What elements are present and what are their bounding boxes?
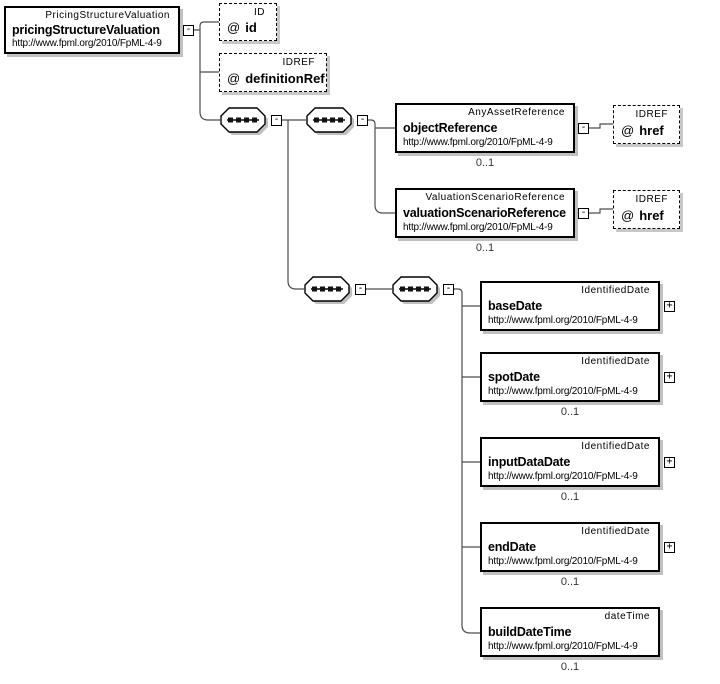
cardinality-label: 0..1 xyxy=(475,157,495,169)
element-name: objectReference xyxy=(403,121,498,135)
element-type-label: IdentifiedDate xyxy=(581,356,650,367)
cardinality-label: 0..1 xyxy=(560,576,580,588)
element-box-spotDate[interactable] xyxy=(480,352,660,402)
cardinality-label: 0..1 xyxy=(560,491,580,503)
collapse-toggle-icon[interactable]: - xyxy=(578,123,589,134)
cardinality-label: 0..1 xyxy=(560,661,580,673)
attribute-type-label: ID xyxy=(254,7,265,18)
element-box-endDate[interactable] xyxy=(480,522,660,572)
attribute-box-id[interactable] xyxy=(219,3,277,41)
attribute-name: @ href xyxy=(621,208,664,223)
collapse-toggle-icon[interactable]: - xyxy=(271,115,282,126)
attribute-box-href[interactable] xyxy=(613,105,680,144)
sequence-compositor-icon[interactable] xyxy=(392,276,444,308)
element-type-label: dateTime xyxy=(604,611,650,622)
element-namespace: http://www.fpml.org/2010/FpML-4-9 xyxy=(488,386,638,397)
element-type-label: IdentifiedDate xyxy=(581,526,650,537)
collapse-toggle-icon[interactable]: - xyxy=(443,284,454,295)
collapse-toggle-icon[interactable]: - xyxy=(357,115,368,126)
element-namespace: http://www.fpml.org/2010/FpML-4-9 xyxy=(403,222,553,233)
element-box-baseDate[interactable] xyxy=(480,281,660,331)
attribute-name: @ definitionRef xyxy=(227,71,325,86)
at-sign: @ xyxy=(621,123,635,138)
element-namespace: http://www.fpml.org/2010/FpML-4-9 xyxy=(12,38,162,49)
cardinality-label: 0..1 xyxy=(475,242,495,254)
element-namespace: http://www.fpml.org/2010/FpML-4-9 xyxy=(488,556,638,567)
attribute-name: @ href xyxy=(621,123,664,138)
at-sign: @ xyxy=(227,71,241,86)
element-namespace: http://www.fpml.org/2010/FpML-4-9 xyxy=(488,641,638,652)
element-type-label: PricingStructureValuation xyxy=(45,10,170,21)
element-name: spotDate xyxy=(488,370,540,384)
collapse-toggle-icon[interactable]: - xyxy=(578,208,589,219)
sequence-compositor-icon[interactable] xyxy=(306,107,358,139)
element-name: buildDateTime xyxy=(488,625,572,639)
element-type-label: AnyAssetReference xyxy=(468,107,565,118)
expand-toggle-icon[interactable]: + xyxy=(664,542,675,553)
element-namespace: http://www.fpml.org/2010/FpML-4-9 xyxy=(488,315,638,326)
element-name: baseDate xyxy=(488,299,542,313)
element-box-buildDateTime[interactable] xyxy=(480,607,660,657)
attribute-type-label: IDREF xyxy=(635,194,668,205)
at-sign: @ xyxy=(227,20,241,35)
expand-toggle-icon[interactable]: + xyxy=(664,301,675,312)
attribute-type-label: IDREF xyxy=(282,57,315,68)
element-box-objectReference[interactable] xyxy=(395,103,575,153)
expand-toggle-icon[interactable]: + xyxy=(664,372,675,383)
attribute-type-label: IDREF xyxy=(635,109,668,120)
element-type-label: ValuationScenarioReference xyxy=(425,192,565,203)
attribute-box-href[interactable] xyxy=(613,190,680,229)
expand-toggle-icon[interactable]: + xyxy=(664,457,675,468)
at-sign: @ xyxy=(621,208,635,223)
element-box-valuationScenarioReference[interactable] xyxy=(395,188,575,238)
sequence-icon xyxy=(392,276,444,308)
collapse-toggle-icon[interactable]: - xyxy=(183,25,194,36)
element-name: inputDataDate xyxy=(488,455,571,469)
attribute-name: @ id xyxy=(227,20,257,35)
element-type-label: IdentifiedDate xyxy=(581,285,650,296)
element-name: endDate xyxy=(488,540,536,554)
sequence-compositor-icon[interactable] xyxy=(304,276,356,308)
element-namespace: http://www.fpml.org/2010/FpML-4-9 xyxy=(488,471,638,482)
cardinality-label: 0..1 xyxy=(560,406,580,418)
element-type-label: IdentifiedDate xyxy=(581,441,650,452)
collapse-toggle-icon[interactable]: - xyxy=(355,284,366,295)
sequence-icon xyxy=(304,276,356,308)
sequence-icon xyxy=(306,107,358,139)
element-box-inputDataDate[interactable] xyxy=(480,437,660,487)
attribute-box-definitionRef[interactable] xyxy=(219,53,327,92)
sequence-compositor-icon[interactable] xyxy=(220,107,272,139)
element-box-pricingStructureValuation[interactable] xyxy=(4,6,180,54)
element-name: pricingStructureValuation xyxy=(12,23,160,37)
element-name: valuationScenarioReference xyxy=(403,206,566,220)
sequence-icon xyxy=(220,107,272,139)
element-namespace: http://www.fpml.org/2010/FpML-4-9 xyxy=(403,137,553,148)
